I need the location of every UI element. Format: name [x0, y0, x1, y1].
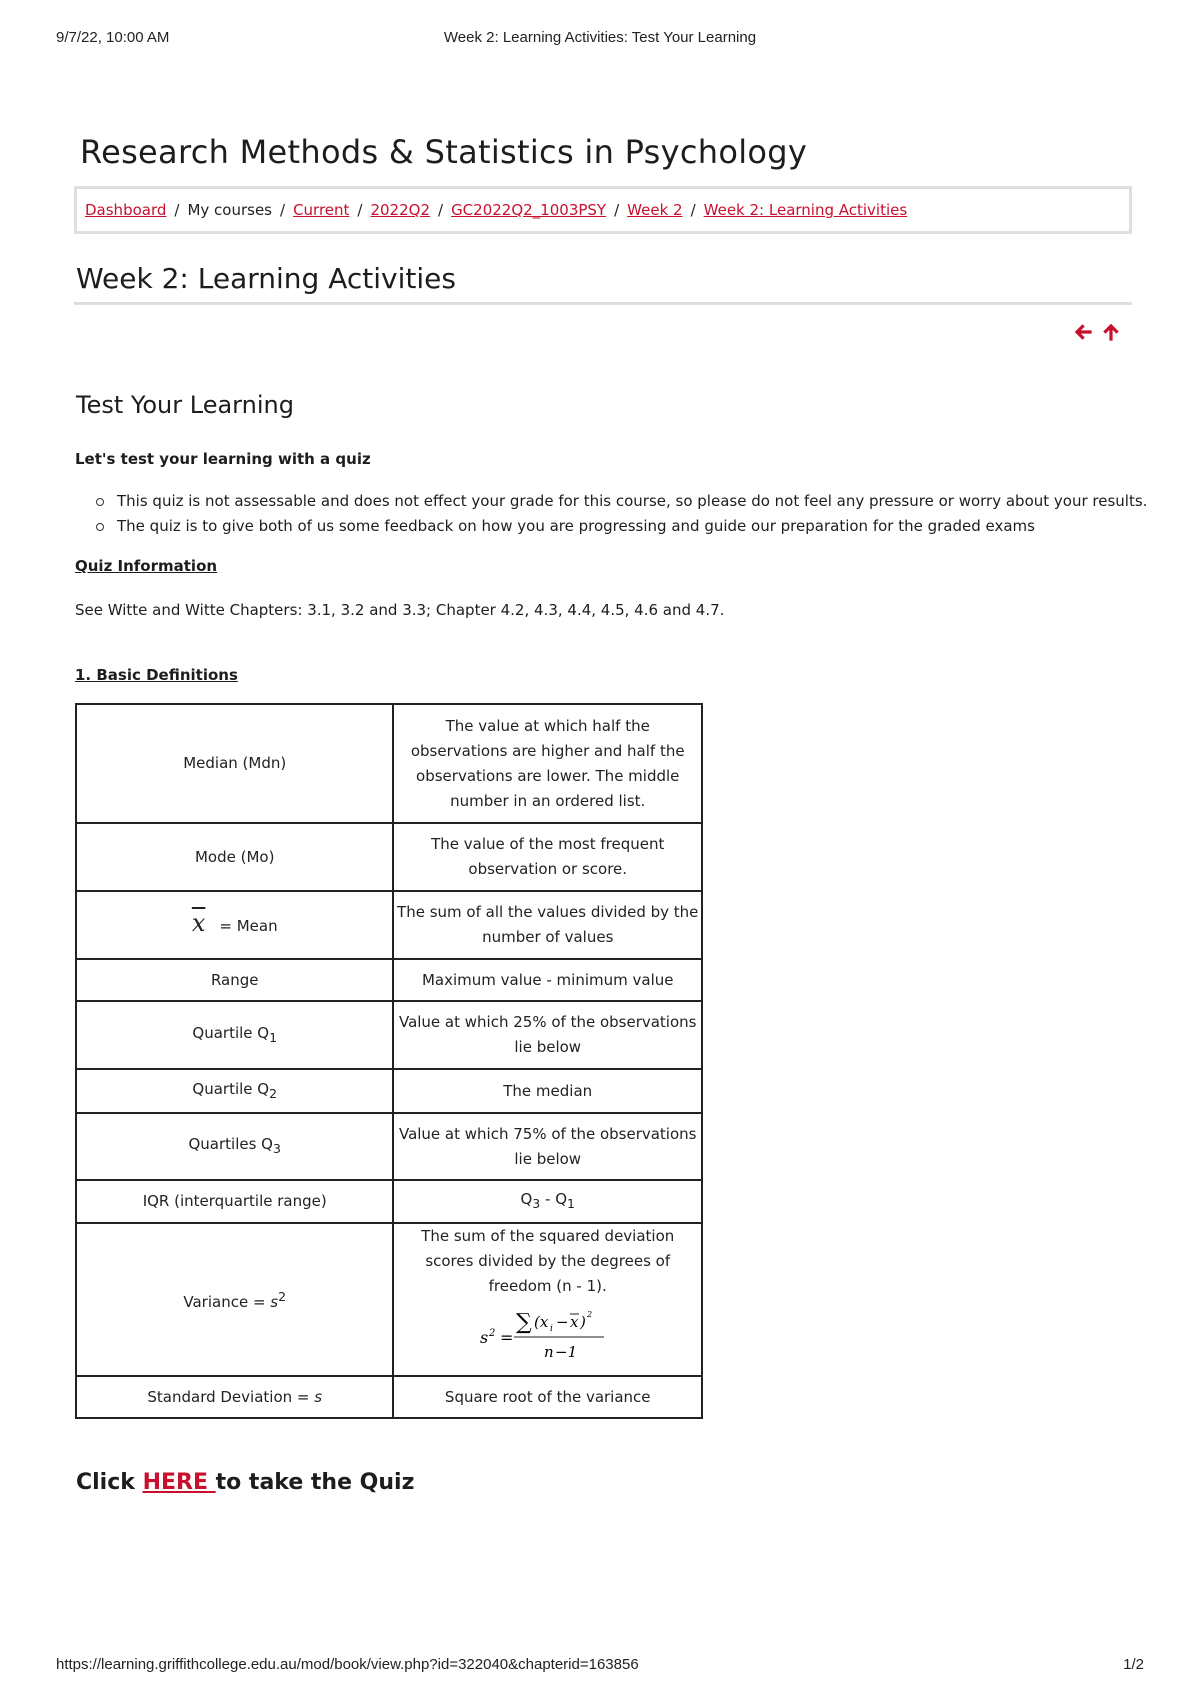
section-title: Test Your Learning	[76, 391, 294, 419]
variance-superscript: 2	[278, 1289, 287, 1304]
book-navigation	[1074, 323, 1120, 341]
heading-divider	[74, 302, 1132, 305]
q1-term: Quartile Q	[192, 1023, 270, 1042]
breadcrumb-term[interactable]: 2022Q2	[370, 201, 430, 219]
quiz-intro: Let's test your learning with a quiz	[75, 450, 371, 468]
variance-formula-icon	[478, 1307, 618, 1361]
iqr-definition-cell	[393, 1180, 702, 1223]
list-item: This quiz is not assessable and does not effect your grade for this course, so please do not feel any pressure or worry about your results.	[96, 489, 1147, 514]
sd-definition: Square root of the variance	[393, 1376, 702, 1418]
variance-definition: The sum of the squared deviation scores divided by the degrees of freedom (n - 1).	[421, 1227, 675, 1295]
breadcrumb-course-code[interactable]: GC2022Q2_1003PSY	[451, 201, 607, 219]
svg-text:2: 2	[586, 1310, 592, 1319]
svg-text:∑: ∑	[515, 1310, 532, 1335]
page-heading: Week 2: Learning Activities	[76, 262, 456, 295]
print-url: https://learning.griffithcollege.edu.au/mod/book/view.php?id=322040&chapterid=163856	[56, 1656, 639, 1673]
range-term: Range	[76, 959, 393, 1001]
breadcrumb-separator: /	[690, 201, 696, 219]
range-definition: Maximum value - minimum value	[393, 959, 702, 1001]
table-row	[76, 959, 702, 1001]
cta-suffix: to take the Quiz	[215, 1470, 415, 1495]
svg-text:−: −	[555, 1313, 569, 1331]
variance-term-cell	[76, 1223, 393, 1376]
median-definition: The value at which half the observations are higher and half the observations are lower. The middle number in an ordered list.	[393, 704, 702, 823]
course-title: Research Methods & Statistics in Psychology	[80, 133, 808, 171]
svg-text:s: s	[479, 1328, 488, 1347]
q2-subscript: 2	[269, 1085, 278, 1101]
sd-term-cell	[76, 1376, 393, 1418]
table-row	[76, 704, 702, 823]
table-row	[76, 1069, 702, 1113]
breadcrumb-separator: /	[614, 201, 620, 219]
print-datetime: 9/7/22, 10:00 AM	[56, 29, 170, 46]
q3-term-cell	[76, 1113, 393, 1180]
table-row	[76, 1001, 702, 1069]
quiz-call-to-action	[76, 1470, 414, 1495]
quiz-link[interactable]: HERE	[142, 1470, 216, 1495]
q3-term: Quartiles Q	[188, 1135, 273, 1153]
sd-symbol: s	[314, 1387, 323, 1406]
breadcrumb-current[interactable]: Current	[293, 201, 350, 219]
breadcrumb	[74, 186, 1132, 234]
q2-definition: The median	[393, 1069, 702, 1113]
iqr-q1-subscript: 1	[567, 1196, 575, 1211]
quiz-information-heading: Quiz Information	[75, 557, 218, 575]
breadcrumb-learning-activities[interactable]: Week 2: Learning Activities	[703, 201, 908, 219]
sd-term: Standard Deviation =	[147, 1387, 315, 1406]
table-row	[76, 823, 702, 891]
mean-definition: The sum of all the values divided by the number of values	[393, 891, 702, 959]
mode-term: Mode (Mo)	[76, 823, 393, 891]
q2-term: Quartile Q	[192, 1079, 270, 1098]
table-row	[76, 1113, 702, 1180]
iqr-q3: Q	[520, 1190, 533, 1208]
basic-definitions-heading: 1. Basic Definitions	[75, 666, 238, 684]
svg-text:(x: (x	[533, 1313, 549, 1331]
svg-text:i: i	[549, 1324, 553, 1334]
table-row	[76, 1180, 702, 1223]
quiz-notes-list	[96, 489, 1147, 539]
definitions-table	[75, 703, 703, 1419]
svg-text:−1: −1	[554, 1343, 577, 1361]
table-row	[76, 1223, 702, 1376]
breadcrumb-dashboard[interactable]: Dashboard	[85, 201, 167, 219]
iqr-minus-q1: - Q	[540, 1190, 568, 1208]
variance-symbol: s	[270, 1293, 279, 1311]
mean-term: = Mean	[219, 917, 278, 935]
table-row	[76, 891, 702, 959]
iqr-term: IQR (interquartile range)	[76, 1180, 393, 1223]
svg-text:=: =	[499, 1328, 514, 1347]
table-row	[76, 1376, 702, 1418]
breadcrumb-separator: /	[280, 201, 286, 219]
mean-term-cell	[76, 891, 393, 959]
iqr-q3-subscript: 3	[532, 1196, 541, 1211]
reading-reference: See Witte and Witte Chapters: 3.1, 3.2 and 3.3; Chapter 4.2, 4.3, 4.4, 4.5, 4.6 and 4.7.	[75, 601, 725, 619]
arrow-left-icon[interactable]	[1074, 323, 1092, 341]
list-item: The quiz is to give both of us some feedback on how you are progressing and guide our preparation for the graded exams	[96, 514, 1147, 539]
svg-text:2: 2	[488, 1328, 496, 1339]
print-page-number: 1/2	[1123, 1656, 1144, 1673]
breadcrumb-week[interactable]: Week 2	[627, 201, 683, 219]
breadcrumb-separator: /	[174, 201, 180, 219]
q2-term-cell	[76, 1069, 393, 1113]
breadcrumb-my-courses: My courses	[187, 201, 272, 219]
q3-definition: Value at which 75% of the observations lie below	[393, 1113, 702, 1180]
median-term: Median (Mdn)	[76, 704, 393, 823]
print-doc-title: Week 2: Learning Activities: Test Your Learning	[443, 29, 757, 46]
svg-text:): )	[579, 1313, 586, 1331]
breadcrumb-separator: /	[438, 201, 444, 219]
q3-subscript: 3	[273, 1141, 281, 1156]
variance-term: Variance =	[183, 1293, 271, 1311]
q1-subscript: 1	[269, 1029, 278, 1045]
svg-text:n: n	[543, 1343, 554, 1361]
mode-definition: The value of the most frequent observation or score.	[393, 823, 702, 891]
breadcrumb-separator: /	[357, 201, 363, 219]
arrow-up-icon[interactable]	[1102, 323, 1120, 341]
q1-term-cell	[76, 1001, 393, 1069]
svg-text:x: x	[569, 1313, 579, 1331]
variance-definition-cell	[393, 1223, 702, 1376]
q1-definition: Value at which 25% of the observations lie below	[393, 1001, 702, 1069]
mean-symbol: $\overline{x}$	[191, 909, 206, 937]
cta-prefix: Click	[76, 1470, 143, 1495]
